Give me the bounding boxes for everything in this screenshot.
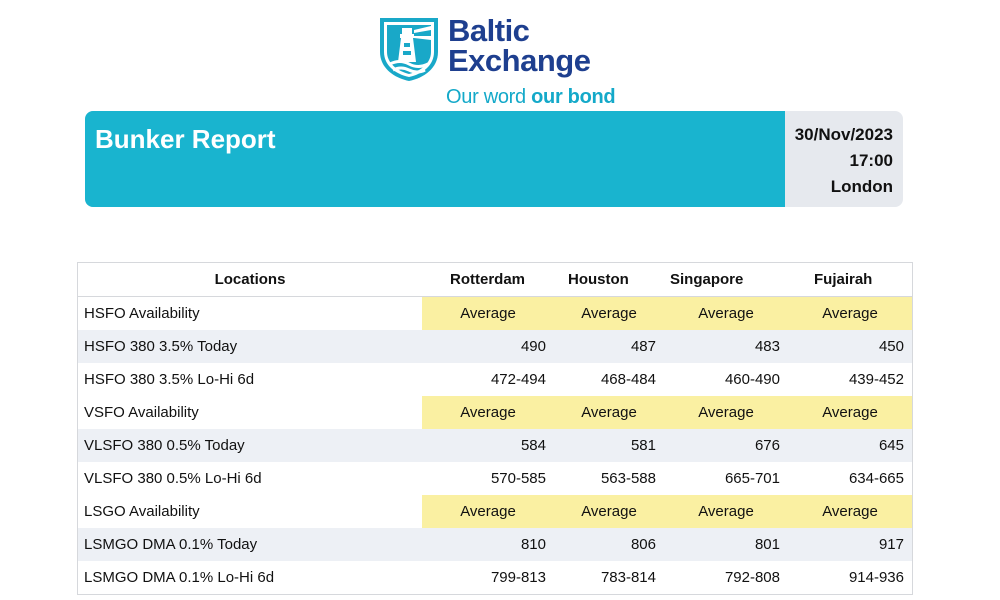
cell-singapore: 665-701: [724, 470, 780, 487]
cell-fujairah: Average: [788, 495, 912, 528]
cell-fujairah: 439-452: [848, 371, 904, 388]
cell-rotterdam: 490: [422, 330, 554, 363]
row-label: HSFO Availability: [84, 305, 200, 322]
header-fujairah: Fujairah: [788, 263, 912, 297]
tagline-bold: our bond: [531, 86, 616, 108]
cell-houston: Average: [554, 396, 664, 429]
cell-rotterdam: 799-813: [490, 569, 546, 586]
cell-rotterdam: 810: [422, 528, 554, 561]
table-row: [78, 363, 912, 396]
table-row: [78, 396, 912, 429]
cell-rotterdam: Average: [422, 495, 554, 528]
cell-fujairah: 634-665: [848, 470, 904, 487]
cell-singapore: Average: [664, 396, 788, 429]
row-label: LSGO Availability: [84, 503, 200, 520]
cell-singapore: Average: [664, 495, 788, 528]
banner-title-panel: [85, 111, 785, 207]
bunker-price-table: [77, 262, 913, 595]
header-rotterdam: Rotterdam: [422, 263, 554, 297]
report-banner: [85, 111, 903, 207]
cell-rotterdam: 570-585: [490, 470, 546, 487]
report-title: Bunker Report: [95, 124, 276, 154]
row-label: VSFO Availability: [84, 404, 199, 421]
table-row: [78, 561, 912, 594]
tagline-regular: Our word: [446, 86, 532, 108]
lighthouse-shield-icon: [378, 16, 440, 82]
table-row: [78, 528, 912, 561]
cell-rotterdam: Average: [422, 396, 554, 429]
table-row: [78, 495, 912, 528]
cell-rotterdam: Average: [422, 297, 554, 331]
cell-singapore: Average: [664, 297, 788, 331]
cell-houston: 783-814: [600, 569, 656, 586]
row-label: VLSFO 380 0.5% Today: [78, 429, 422, 462]
cell-singapore: 460-490: [724, 371, 780, 388]
cell-houston: 806: [554, 528, 664, 561]
row-label: LSMGO DMA 0.1% Lo-Hi 6d: [84, 569, 275, 586]
header-singapore: Singapore: [664, 263, 788, 297]
row-label: LSMGO DMA 0.1% Today: [78, 528, 422, 561]
cell-fujairah: 645: [788, 429, 912, 462]
cell-houston: 468-484: [600, 371, 656, 388]
header-locations: Locations: [78, 263, 422, 297]
cell-rotterdam: 472-494: [490, 371, 546, 388]
cell-rotterdam: 584: [422, 429, 554, 462]
row-label: VLSFO 380 0.5% Lo-Hi 6d: [84, 470, 262, 487]
cell-fujairah: Average: [788, 396, 912, 429]
table-row: [78, 297, 912, 331]
logo-name-line1: Baltic: [448, 13, 530, 48]
report-date: 30/Nov/2023: [794, 125, 893, 144]
cell-singapore: 792-808: [724, 569, 780, 586]
baltic-exchange-logo: [378, 14, 618, 106]
cell-singapore: 483: [664, 330, 788, 363]
logo-name-line2: Exchange: [448, 43, 591, 78]
cell-houston: Average: [554, 495, 664, 528]
report-time: 17:00: [849, 151, 893, 170]
cell-fujairah: 917: [788, 528, 912, 561]
cell-singapore: 676: [664, 429, 788, 462]
report-meta: [795, 122, 893, 200]
table-row: [78, 462, 912, 495]
logo-tagline: [446, 86, 615, 108]
cell-houston: 563-588: [600, 470, 656, 487]
table-row: [78, 330, 912, 363]
header-houston: Houston: [554, 263, 664, 297]
table-header-row: [78, 263, 912, 297]
row-label: HSFO 380 3.5% Today: [78, 330, 422, 363]
cell-singapore: 801: [664, 528, 788, 561]
row-label: HSFO 380 3.5% Lo-Hi 6d: [84, 371, 255, 388]
cell-fujairah: 450: [788, 330, 912, 363]
table-row: [78, 429, 912, 462]
cell-houston: Average: [554, 297, 664, 331]
cell-fujairah: 914-936: [848, 569, 904, 586]
cell-houston: 487: [554, 330, 664, 363]
cell-fujairah: Average: [788, 297, 912, 331]
logo-wordmark: [448, 13, 591, 78]
report-place: London: [830, 177, 893, 196]
cell-houston: 581: [554, 429, 664, 462]
